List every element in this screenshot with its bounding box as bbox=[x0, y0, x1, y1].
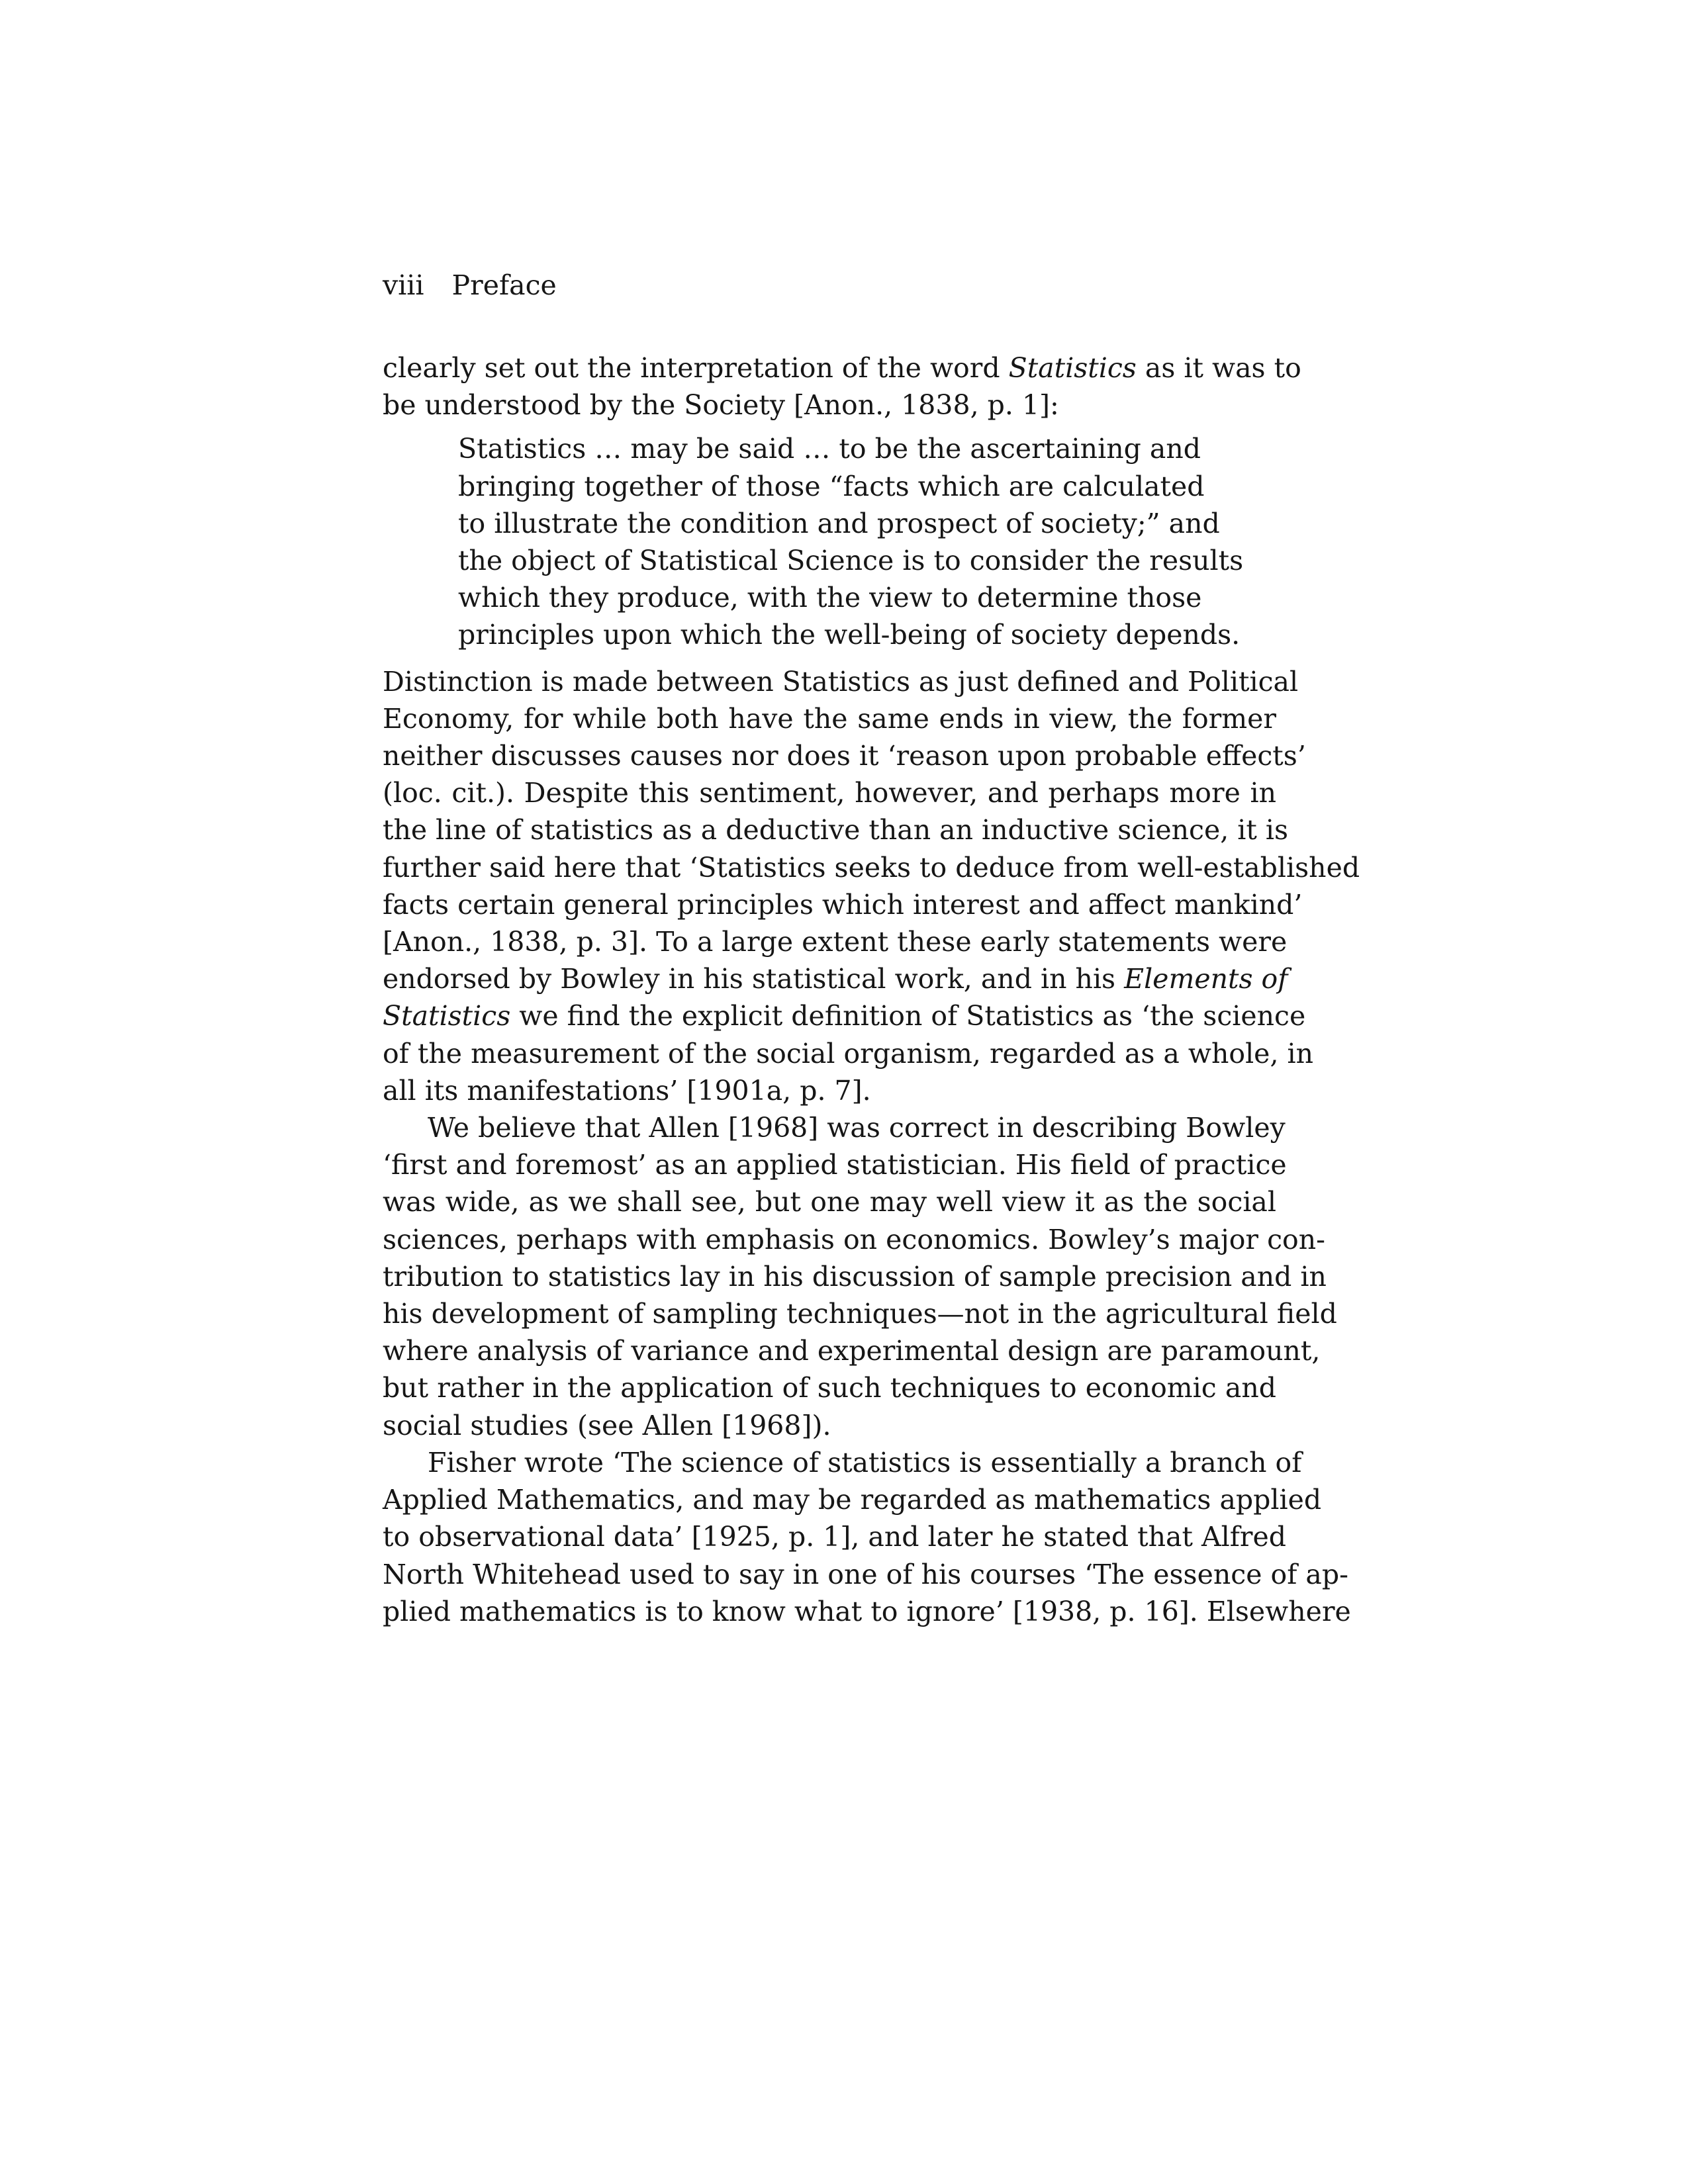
text-line: where analysis of variance and experimental design are paramount, bbox=[383, 1335, 1321, 1367]
paragraph-allen bbox=[383, 1146, 1337, 1444]
text-line: was wide, as we shall see, but one may well view it as the social bbox=[383, 1186, 1276, 1218]
text-line: tribution to statistics lay in his discussion of sample precision and in bbox=[383, 1260, 1327, 1293]
quote-line: the object of Statistical Science is to consider the results bbox=[458, 545, 1244, 577]
text-line: all its manifestations’ [1901a, p. 7]. bbox=[383, 1074, 871, 1107]
text-line: of the measurement of the social organism, regarded as a whole, in bbox=[383, 1037, 1314, 1069]
text-line: facts certain general principles which interest and affect mankind’ bbox=[383, 888, 1303, 921]
text-line: social studies (see Allen [1968]). bbox=[383, 1409, 831, 1441]
intro-paragraph bbox=[383, 349, 1301, 424]
text-line: the line of statistics as a deductive than an inductive science, it is bbox=[383, 814, 1289, 846]
text-line: [Anon., 1838, p. 3]. To a large extent these early statements were bbox=[383, 926, 1288, 958]
text-line: Fisher wrote ‘The science of statistics is essentially a branch of bbox=[428, 1446, 1302, 1479]
text-line: ‘first and foremost’ as an applied statistician. His field of practice bbox=[383, 1149, 1287, 1181]
text-line: further said here that ‘Statistics seeks to deduce from well-established bbox=[383, 851, 1360, 884]
paragraph-fisher-first bbox=[383, 1444, 1302, 1481]
text-line: neither discusses causes nor does it ‘reason upon probable effects’ bbox=[383, 740, 1306, 772]
quote-line: principles upon which the well-being of society depends. bbox=[458, 619, 1241, 651]
paragraph-allen-first bbox=[383, 1109, 1286, 1146]
text-line: but rather in the application of such techniques to economic and bbox=[383, 1372, 1276, 1404]
page-number: viii bbox=[383, 269, 424, 301]
block-quote bbox=[458, 430, 1244, 653]
paragraph-distinction bbox=[383, 663, 1360, 1109]
text-line: sciences, perhaps with emphasis on economics. Bowley’s major con- bbox=[383, 1223, 1325, 1255]
text-line: clearly set out the interpretation of the word Statistics as it was to bbox=[383, 352, 1301, 384]
quote-line: Statistics … may be said … to be the ascertaining and bbox=[458, 433, 1201, 465]
text-line: Statistics we find the explicit definition of Statistics as ‘the science bbox=[383, 1000, 1306, 1032]
text-line: be understood by the Society [Anon., 1838, p. 1]: bbox=[383, 389, 1059, 422]
paragraph-fisher bbox=[383, 1481, 1351, 1630]
text-line: his development of sampling techniques—not in the agricultural field bbox=[383, 1298, 1337, 1330]
text-line: (loc. cit.). Despite this sentiment, however, and perhaps more in bbox=[383, 777, 1276, 809]
text-line: Economy, for while both have the same ends in view, the former bbox=[383, 702, 1276, 735]
quote-line: which they produce, with the view to determine those bbox=[458, 582, 1202, 614]
running-title: Preface bbox=[451, 269, 557, 301]
text-line: North Whitehead used to say in one of his courses ‘The essence of ap- bbox=[383, 1558, 1348, 1590]
text-line: endorsed by Bowley in his statistical work, and in his Elements of bbox=[383, 963, 1288, 995]
text-line: plied mathematics is to know what to ignore’ [1938, p. 16]. Elsewhere bbox=[383, 1595, 1351, 1627]
quote-line: to illustrate the condition and prospect of society;” and bbox=[458, 507, 1220, 539]
running-header bbox=[383, 267, 557, 304]
text-line: to observational data’ [1925, p. 1], and later he stated that Alfred bbox=[383, 1521, 1287, 1553]
text-line: Distinction is made between Statistics as just defined and Political bbox=[383, 665, 1299, 698]
text-line: We believe that Allen [1968] was correct in describing Bowley bbox=[428, 1112, 1286, 1144]
quote-line: bringing together of those “facts which are calculated bbox=[458, 470, 1205, 502]
body-text bbox=[383, 349, 1360, 1630]
text-line: Applied Mathematics, and may be regarded as mathematics applied bbox=[383, 1484, 1322, 1516]
